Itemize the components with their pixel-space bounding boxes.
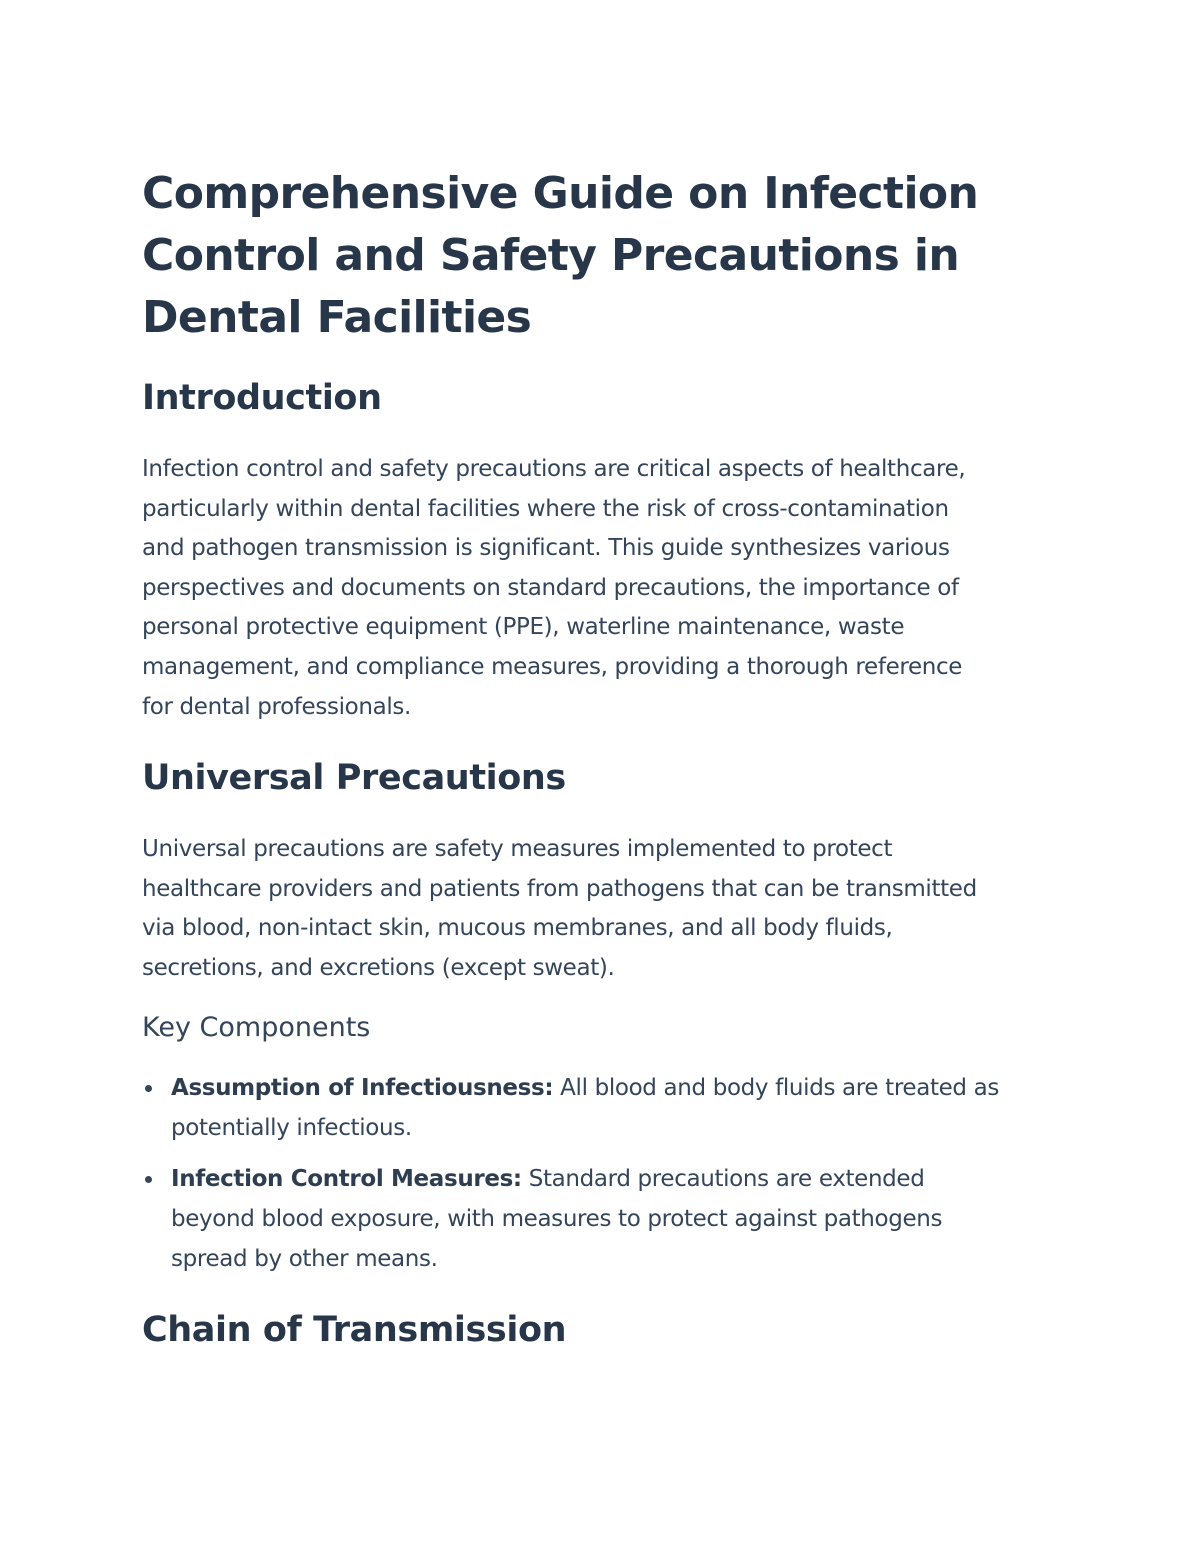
- bullet-text-line: beyond blood exposure, with measures to protect against pathogens: [171, 1205, 943, 1232]
- subheading-key-components: Key Components: [142, 1011, 371, 1043]
- bullet-dot-icon: [145, 1176, 152, 1183]
- paragraph-line: management, and compliance measures, providing a thorough reference: [142, 653, 963, 680]
- section-heading-introduction: Introduction: [142, 378, 382, 418]
- paragraph-line: via blood, non-intact skin, mucous membranes, and all body fluids,: [142, 915, 893, 942]
- bullet-text: Standard precautions are extended: [521, 1165, 925, 1192]
- bullet-text-line: spread by other means.: [171, 1245, 438, 1272]
- document-page: [142, 163, 1072, 1352]
- paragraph-line: Universal precautions are safety measures implemented to protect: [142, 836, 893, 863]
- title-line: Comprehensive Guide on Infection: [142, 168, 979, 219]
- bullet-term: Assumption of Infectiousness:: [171, 1074, 554, 1101]
- title-line: Control and Safety Precautions in: [142, 230, 960, 281]
- bullet-text: All blood and body fluids are treated as: [553, 1074, 1000, 1101]
- introduction-paragraph: [142, 450, 1072, 727]
- bullet-dot-icon: [145, 1085, 152, 1092]
- section-heading-chain-of-transmission: Chain of Transmission: [142, 1309, 567, 1350]
- universal-precautions-paragraph: [142, 830, 1072, 988]
- title-line: Dental Facilities: [142, 292, 532, 343]
- bullet-term: Infection Control Measures:: [171, 1165, 522, 1192]
- paragraph-line: for dental professionals.: [142, 693, 411, 720]
- paragraph-line: and pathogen transmission is significant. This guide synthesizes various: [142, 535, 950, 562]
- list-item: [142, 1159, 1072, 1279]
- section-heading-universal-precautions: Universal Precautions: [142, 758, 566, 799]
- bullet-text-line: potentially infectious.: [171, 1114, 412, 1141]
- bullet-first-line: [171, 1068, 1072, 1108]
- paragraph-line: perspectives and documents on standard precautions, the importance of: [142, 574, 959, 601]
- paragraph-line: healthcare providers and patients from pathogens that can be transmitted: [142, 875, 977, 902]
- document-title: [142, 163, 1072, 349]
- bullet-first-line: [171, 1159, 1072, 1199]
- paragraph-line: personal protective equipment (PPE), waterline maintenance, waste: [142, 614, 905, 641]
- paragraph-line: secretions, and excretions (except sweat).: [142, 954, 615, 981]
- list-item: [142, 1068, 1072, 1148]
- key-components-list: [142, 1068, 1072, 1279]
- paragraph-line: particularly within dental facilities where the risk of cross-contamination: [142, 495, 949, 522]
- paragraph-line: Infection control and safety precautions are critical aspects of healthcare,: [142, 456, 966, 482]
